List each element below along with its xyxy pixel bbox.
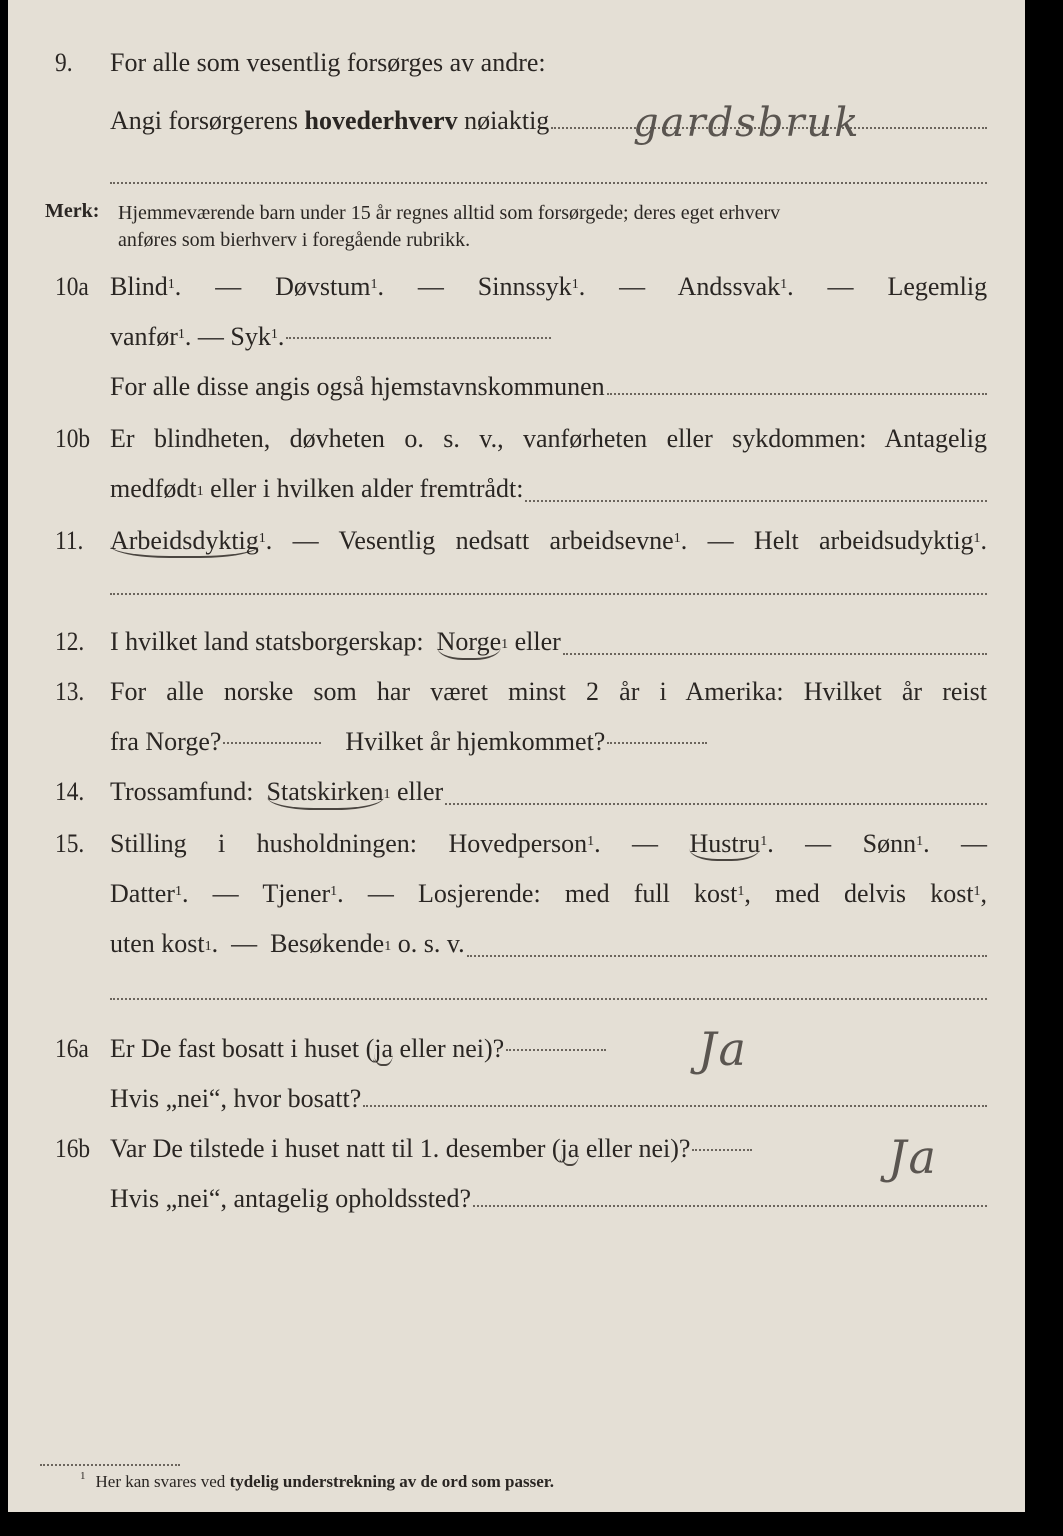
q16b-opholdssted-label: Hvis „nei“, antagelig opholdssted?	[110, 1184, 472, 1213]
option-arbeidsudyktig[interactable]: Helt arbeidsudyktig	[753, 526, 974, 555]
q10a-hjemstavn-label: For alle disse angis også hjemstavnskommunen	[110, 372, 605, 401]
footnote-separator	[40, 1464, 180, 1466]
q16b-line2	[110, 1184, 987, 1214]
footnote-ref: 1	[196, 484, 204, 499]
item-number-10a: 10a	[55, 272, 89, 301]
census-form-page	[8, 0, 1025, 1512]
q13-line2	[110, 727, 987, 757]
q14-field[interactable]	[445, 802, 987, 805]
option-nedsatt-arbeidsevne[interactable]: Vesentlig nedsatt arbeidsevne	[338, 526, 674, 555]
option-arbeidsdyktig[interactable]: Arbeidsdyktig	[110, 526, 259, 558]
option-sinnssyk[interactable]: Sinnssyk	[477, 272, 572, 301]
footnote-ref: 1	[587, 834, 595, 849]
option-sonn[interactable]: Sønn	[862, 829, 917, 858]
q16a-bosatt-field[interactable]	[363, 1104, 987, 1107]
q15-osv: o. s. v.	[397, 929, 465, 958]
q10b-line2	[110, 474, 987, 509]
q11-options: Arbeidsdyktig$^1$. — Vesentlig nedsatt arbeidsevne$^1$. — Helt arbeidsudyktig$^1$.	[110, 526, 987, 556]
q9-label-end: nøiaktig	[464, 106, 550, 135]
q14-line	[110, 777, 987, 812]
option-legemlig[interactable]: Legemlig	[887, 272, 988, 301]
option-norge[interactable]: Norge	[437, 627, 502, 660]
q12-eller: eller	[514, 627, 561, 656]
q10a-options-line2: vanfør$^1$. — Syk$^1$.	[110, 322, 987, 352]
dash: —	[215, 272, 242, 301]
q16a-field[interactable]	[506, 1049, 606, 1051]
dash: —	[212, 879, 239, 908]
footnote-ref: 1	[383, 787, 391, 802]
merk-label: Merk:	[45, 200, 100, 222]
item-number-12: 12.	[55, 627, 85, 656]
option-delvis-kost[interactable]: med delvis kost	[775, 879, 974, 908]
item-number-15: 15.	[55, 829, 85, 858]
q10b-question: Er blindheten, døvheten o. s. v., vanførheten eller sykdommen: Antagelig	[110, 424, 987, 453]
merk-text-1: Hjemmeværende barn under 15 år regnes alltid som forsørgede; deres eget erhverv	[118, 202, 781, 224]
item-number-9: 9.	[55, 48, 73, 77]
dash: —	[417, 272, 444, 301]
footnote-ref: 1	[737, 884, 745, 899]
option-tjener[interactable]: Tjener	[262, 879, 331, 908]
q16a-bosatt-label: Hvis „nei“, hvor bosatt?	[110, 1084, 362, 1113]
q10a-dotted-fill[interactable]	[286, 337, 551, 339]
footnote-ref: 1	[258, 531, 266, 546]
q12-field[interactable]	[563, 652, 987, 655]
dash: —	[961, 829, 988, 858]
q12-label: I hvilket land statsborgerskap:	[110, 627, 424, 656]
dash: —	[231, 929, 258, 958]
footnote-ref: 1	[501, 637, 509, 652]
footnote	[80, 1472, 554, 1492]
footnote-ref: 1	[916, 834, 924, 849]
option-blind[interactable]: Blind	[110, 272, 168, 301]
q16a-label: Er De fast bosatt i huset (	[110, 1034, 375, 1063]
option-ja[interactable]: ja	[374, 1034, 393, 1066]
q10b-field[interactable]	[525, 499, 987, 502]
q16b-field[interactable]	[692, 1149, 752, 1151]
item-number-10b: 10b	[55, 424, 91, 453]
option-besokende[interactable]: Besøkende	[270, 929, 385, 958]
item-number-16a: 16a	[55, 1034, 89, 1063]
q10a-hjemstavn-line	[110, 372, 987, 402]
q10a-options-line1: Blind$^1$. — Døvstum$^1$. — Sinnssyk$^1$. — Andssvak$^1$. — Legemlig	[110, 272, 988, 301]
option-andssvak[interactable]: Andssvak	[677, 272, 781, 301]
option-hovedperson[interactable]: Hovedperson	[448, 829, 588, 858]
option-datter[interactable]: Datter	[110, 879, 175, 908]
dash: —	[292, 526, 319, 555]
option-statskirken[interactable]: Statskirken	[267, 777, 384, 810]
q9-question: For alle som vesentlig forsørges av andre:	[110, 48, 546, 77]
q14-label: Trossamfund:	[110, 777, 254, 806]
footnote-ref: 1	[760, 834, 768, 849]
footnote-ref: 1	[174, 884, 182, 899]
footnote-ref: 1	[571, 277, 579, 292]
footnote-ref: 1	[204, 939, 212, 954]
footnote-text: Her kan svares ved	[95, 1472, 226, 1491]
footnote-ref: 1	[780, 277, 788, 292]
q16b-line1	[110, 1134, 987, 1164]
q15-field[interactable]	[467, 954, 987, 957]
q15-line1: Stilling i husholdningen: Hovedperson$^1$. — Hustru$^1$. — Sønn$^1$. —	[110, 829, 987, 859]
q11-dotted-line	[110, 593, 987, 595]
option-ja[interactable]: ja	[561, 1134, 580, 1166]
q16b-opholdssted-field[interactable]	[473, 1204, 987, 1207]
dash: —	[805, 829, 832, 858]
option-uten-kost[interactable]: uten kost	[110, 929, 205, 958]
q16b-label: Var De tilstede i huset natt til 1. desember (	[110, 1134, 561, 1163]
option-medfodt[interactable]: medfødt	[110, 474, 197, 503]
item-number-11: 11.	[55, 526, 84, 555]
q13-reist-field[interactable]	[223, 742, 321, 744]
footnote-ref: 1	[973, 884, 981, 899]
q14-eller: eller	[397, 777, 444, 806]
q15-dotted-line	[110, 998, 987, 1000]
footnote-ref: 1	[673, 531, 681, 546]
merk-text-2: anføres som bierhverv i foregående rubrikk.	[118, 229, 471, 251]
option-losjerende: Losjerende:	[417, 879, 541, 908]
q13-question: For alle norske som har været minst 2 år i Amerika: Hvilket år reist	[110, 677, 987, 706]
dash: —	[827, 272, 854, 301]
dash: —	[197, 322, 224, 351]
option-vanfor[interactable]: vanfør	[110, 322, 178, 351]
option-dovstum[interactable]: Døvstum	[275, 272, 371, 301]
q10b-label: eller i hvilken alder fremtrådt:	[210, 474, 524, 503]
option-hustru[interactable]: Hustru	[689, 829, 760, 861]
footnote-mark: 1	[80, 1470, 86, 1482]
footnote-ref: 1	[167, 277, 175, 292]
q13-hjemkommet-field[interactable]	[607, 742, 707, 744]
dash: —	[367, 879, 394, 908]
footnote-ref: 1	[177, 327, 185, 342]
q15-line3: uten kost $^1$ . — Besøkende $^1$ o. s. v.	[110, 929, 987, 964]
q9-label: Angi forsørgerens	[110, 106, 298, 135]
dash: —	[632, 829, 659, 858]
dash: —	[619, 272, 646, 301]
q9-label-bold: hovederhverv	[304, 106, 458, 135]
q9-handwritten-answer: gardsbruk	[633, 100, 861, 146]
q15-label: Stilling i husholdningen:	[110, 829, 417, 858]
q15-line2: Datter$^1$. — Tjener$^1$. — Losjerende: med full kost$^1$, med delvis kost$^1$,	[110, 879, 988, 908]
q10a-hjemstavn-field[interactable]	[607, 392, 987, 395]
option-full-kost[interactable]: med full kost	[564, 879, 738, 908]
item-number-14: 14.	[55, 777, 85, 806]
q16b-handwritten-answer: Ja	[888, 1130, 938, 1184]
footnote-ref: 1	[370, 277, 378, 292]
q9-extra-dotted-line	[110, 182, 987, 184]
option-syk[interactable]: Syk	[230, 322, 271, 351]
q16a-handwritten-answer: Ja	[698, 1022, 748, 1076]
footnote-ref: 1	[270, 327, 278, 342]
footnote-text-bold: tydelig understrekning av de ord som passer.	[229, 1472, 555, 1491]
q12-line	[110, 627, 987, 662]
q16a-line2	[110, 1084, 987, 1114]
dash: —	[707, 526, 734, 555]
q16b-label-end: eller nei)?	[585, 1134, 691, 1163]
item-number-13: 13.	[55, 677, 85, 706]
q13-reist-label: fra Norge?	[110, 727, 222, 756]
q16a-line1	[110, 1034, 987, 1064]
footnote-ref: 1	[384, 939, 392, 954]
q13-hjemkommet-label: Hvilket år hjemkommet?	[345, 727, 606, 756]
footnote-ref: 1	[330, 884, 338, 899]
footnote-ref: 1	[973, 531, 981, 546]
q16a-label-end: eller nei)?	[399, 1034, 505, 1063]
item-number-16b: 16b	[55, 1134, 91, 1163]
